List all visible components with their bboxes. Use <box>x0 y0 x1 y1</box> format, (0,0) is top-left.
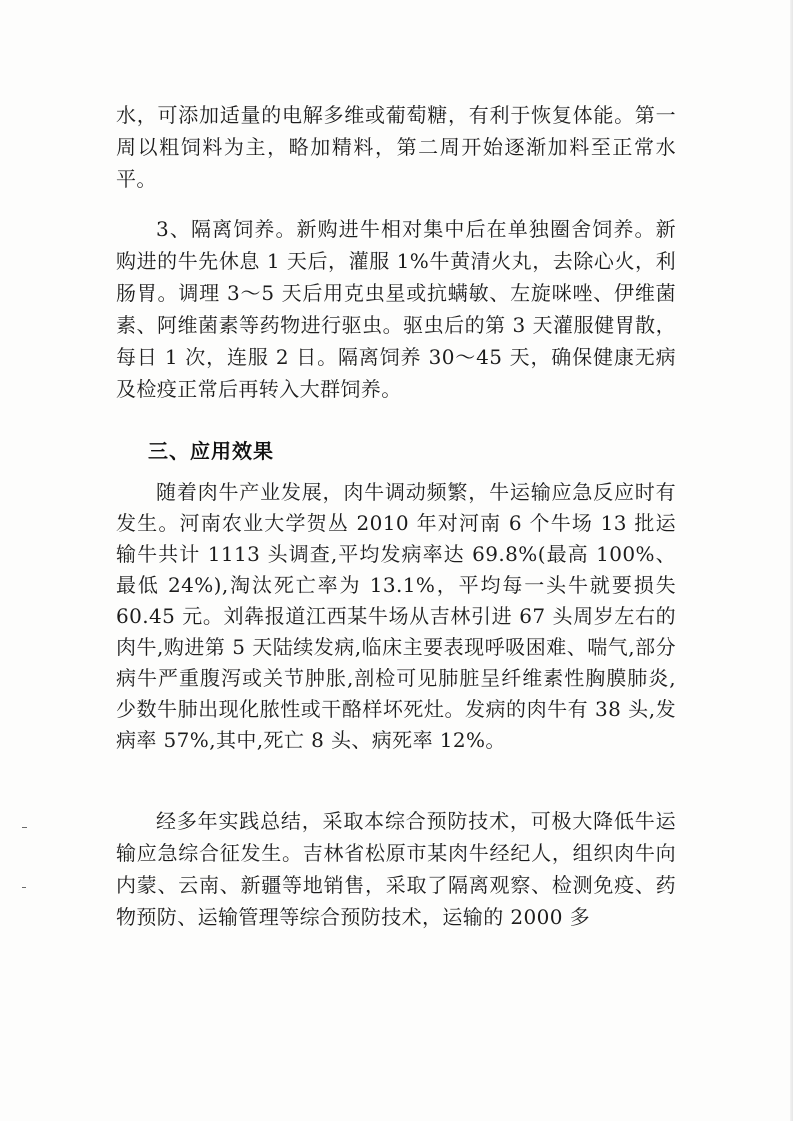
body-text <box>116 805 676 933</box>
section-heading-block <box>116 435 676 467</box>
scan-speck <box>22 887 26 888</box>
section-heading-application-effect: 三、应用效果 <box>148 439 274 463</box>
body-text <box>116 213 676 405</box>
paragraph-practice-summary: 经多年实践总结，采取本综合预防技术，可极大降低牛运输应急综合征发生。吉林省松原市某肉牛经纪人，组织肉牛向内蒙、云南、新疆等地销售，采取了隔离观察、检测免疫、药物预防、运输管理等综合预防技术，运输的 2000 多 <box>116 809 676 929</box>
body-text <box>116 477 676 756</box>
body-text <box>116 99 676 195</box>
paragraph-transport-stress-cases: 随着肉牛产业发展，肉牛调动频繁，牛运输应急反应时有发生。河南农业大学贺丛 2010 年对河南 6 个牛场 13 批运输牛共计 1113 头调查,平均发病率达 69.8%(最高 100%、最低 24%),淘汰死亡率为 13.1%，平均每一头牛就要损失 60.45 元。刘犇报道江西某牛场从吉林引进 67 头周岁左右的肉牛,购进第 5 天陆续发病,临床主要表现呼吸困难、喘气,部分病牛严重腹泻或关节肿胀,剖检可见肺脏呈纤维素性胸膜肺炎,少数牛肺出现化脓性或干酪样坏死灶。发病的肉牛有 38 头,发病率 57%,其中,死亡 8 头、病死率 12%。 <box>116 480 676 752</box>
paragraph-feeding-recovery: 水，可添加适量的电解多维或葡萄糖，有利于恢复体能。第一周以粗饲料为主，略加精料，第二周开始逐渐加料至正常水平。 <box>116 103 676 191</box>
scan-speck <box>22 827 27 828</box>
paragraph-isolation-feeding: 3、隔离饲养。新购进牛相对集中后在单独圈舍饲养。新购进的牛先休息 1 天后，灌服 1%牛黄清火丸，去除心火，利肠胃。调理 3～5 天后用克虫星或抗螨敏、左旋咪唑、伊维菌素、阿维菌素等药物进行驱虫。驱虫后的第 3 天灌服健胃散，每日 1 次，连服 2 日。隔离饲养 30～45 天，确保健康无病及检疫正常后再转入大群饲养。 <box>116 217 676 401</box>
